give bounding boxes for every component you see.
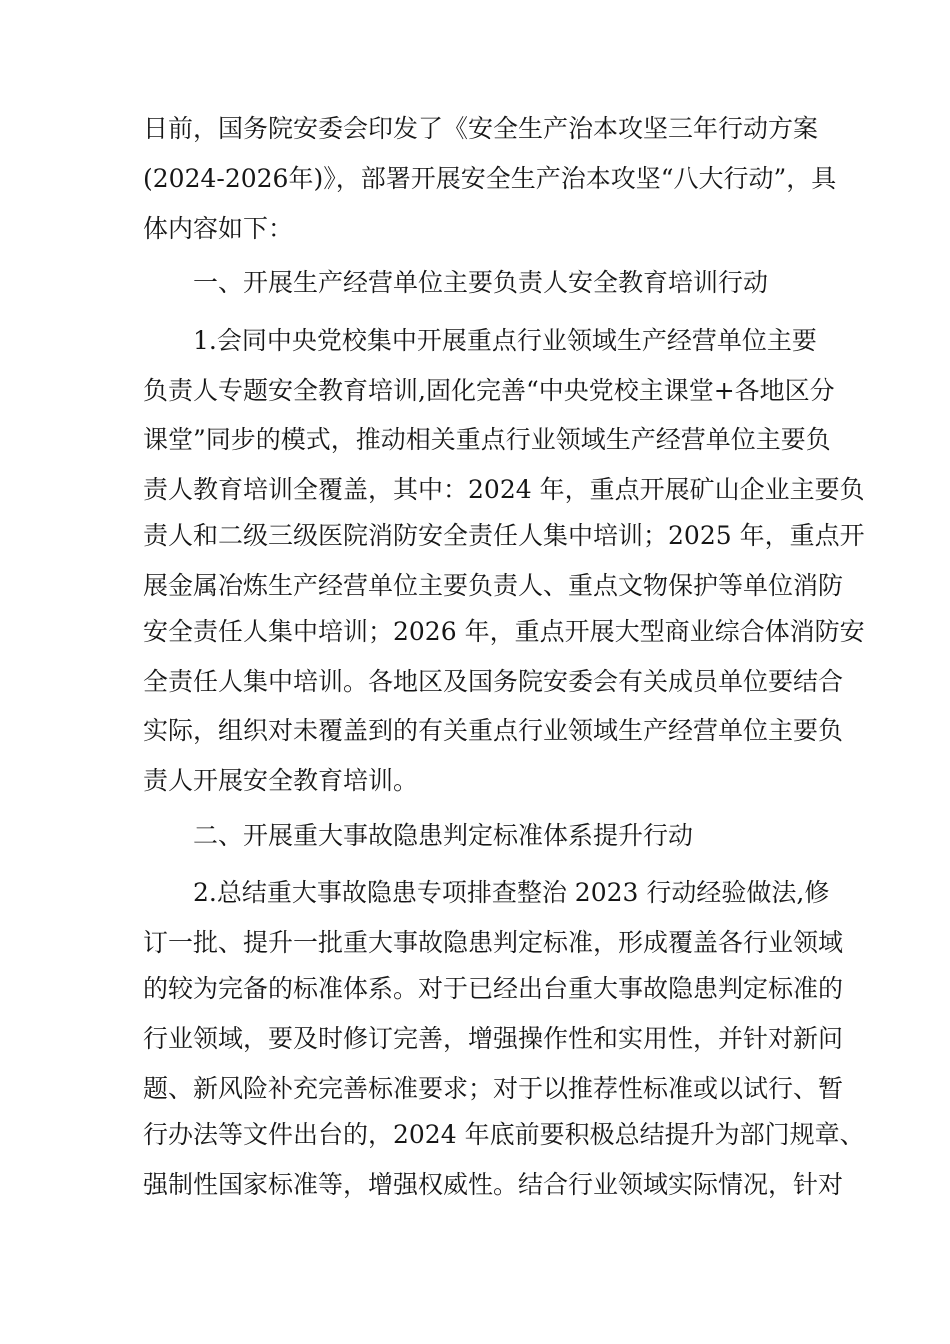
paragraph-intro-line-2: (2024-2026年)》，部署开展安全生产治本攻坚“八大行动”，具 — [143, 164, 837, 193]
paragraph-item-1-line-6: 展金属冶炼生产经营单位主要负责人、重点文物保护等单位消防 — [143, 571, 844, 600]
paragraph-item-1-line-4: 责人教育培训全覆盖，其中：2024 年，重点开展矿山企业主要负 — [143, 475, 865, 504]
paragraph-intro-line-3: 体内容如下： — [143, 214, 294, 243]
paragraph-item-2-line-2: 订一批、提升一批重大事故隐患判定标准，形成覆盖各行业领域 — [143, 928, 844, 957]
section-heading-1: 一、开展生产经营单位主要负责人安全教育培训行动 — [193, 268, 769, 297]
paragraph-item-1-line-8: 全责任人集中培训。各地区及国务院安委会有关成员单位要结合 — [143, 667, 844, 696]
paragraph-item-2-line-7: 强制性国家标准等，增强权威性。结合行业领域实际情况，针对 — [143, 1170, 844, 1199]
paragraph-item-1-line-3: 课堂”同步的模式，推动相关重点行业领域生产经营单位主要负 — [143, 425, 831, 454]
paragraph-item-1-line-10: 责人开展安全教育培训。 — [143, 766, 419, 795]
paragraph-item-2-line-6: 行办法等文件出台的，2024 年底前要积极总结提升为部门规章、 — [143, 1120, 865, 1149]
paragraph-item-2-line-5: 题、新风险补充完善标准要求；对于以推荐性标准或以试行、暂 — [143, 1074, 844, 1103]
paragraph-item-2-line-3: 的较为完备的标准体系。对于已经出台重大事故隐患判定标准的 — [143, 974, 844, 1003]
paragraph-item-1-line-7: 安全责任人集中培训；2026 年，重点开展大型商业综合体消防安 — [143, 617, 865, 646]
section-heading-2: 二、开展重大事故隐患判定标准体系提升行动 — [193, 821, 694, 850]
paragraph-item-2-line-1: 2.总结重大事故隐患专项排查整治 2023 行动经验做法,修 — [193, 878, 830, 907]
paragraph-intro-line-1: 日前，国务院安委会印发了《安全生产治本攻坚三年行动方案 — [143, 114, 819, 143]
paragraph-item-1-line-9: 实际，组织对未覆盖到的有关重点行业领域生产经营单位主要负 — [143, 716, 844, 745]
paragraph-item-2-line-4: 行业领域，要及时修订完善，增强操作性和实用性，并针对新问 — [143, 1024, 844, 1053]
paragraph-item-1-line-5: 责人和二级三级医院消防安全责任人集中培训；2025 年，重点开 — [143, 521, 865, 550]
paragraph-item-1-line-2: 负责人专题安全教育培训,固化完善“中央党校主课堂+各地区分 — [143, 376, 835, 405]
paragraph-item-1-line-1: 1.会同中央党校集中开展重点行业领域生产经营单位主要 — [193, 326, 817, 355]
